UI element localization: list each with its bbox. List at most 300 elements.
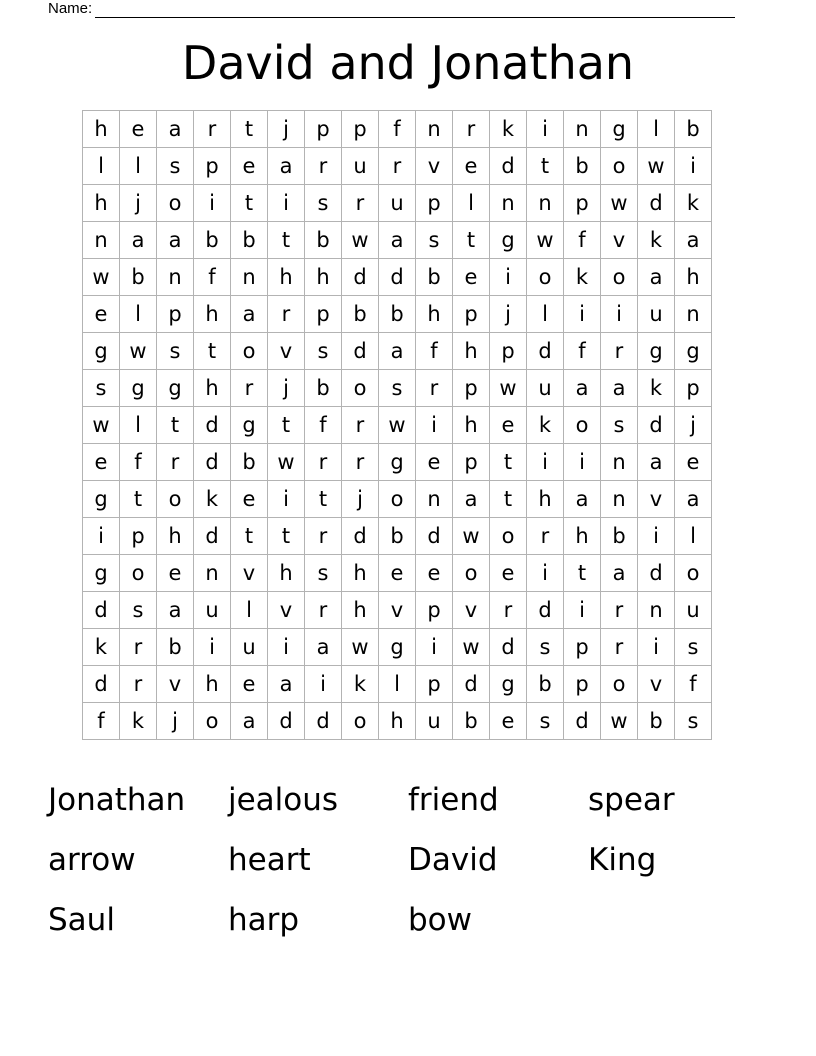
grid-cell[interactable]: d [342, 259, 379, 296]
grid-cell[interactable]: e [83, 296, 120, 333]
grid-cell[interactable]: w [83, 407, 120, 444]
grid-cell[interactable]: e [490, 407, 527, 444]
grid-cell[interactable]: i [527, 111, 564, 148]
grid-cell[interactable]: g [638, 333, 675, 370]
grid-cell[interactable]: h [527, 481, 564, 518]
grid-cell[interactable]: w [342, 629, 379, 666]
grid-cell[interactable]: k [83, 629, 120, 666]
grid-cell[interactable]: w [83, 259, 120, 296]
grid-row [83, 111, 712, 148]
grid-cell[interactable]: h [453, 333, 490, 370]
grid-cell[interactable]: w [453, 629, 490, 666]
grid-cell[interactable]: f [120, 444, 157, 481]
grid-cell[interactable]: k [527, 407, 564, 444]
grid-cell[interactable]: r [601, 629, 638, 666]
grid-cell[interactable]: p [490, 333, 527, 370]
grid-cell[interactable]: s [527, 703, 564, 740]
grid-cell[interactable]: a [675, 481, 712, 518]
grid-cell[interactable]: o [453, 555, 490, 592]
grid-cell[interactable]: a [601, 555, 638, 592]
grid-cell[interactable]: h [453, 407, 490, 444]
grid-cell[interactable]: a [268, 666, 305, 703]
grid-cell[interactable]: d [194, 518, 231, 555]
grid-row [83, 185, 712, 222]
grid-cell[interactable]: r [342, 444, 379, 481]
grid-cell[interactable]: h [342, 555, 379, 592]
grid-cell[interactable]: w [268, 444, 305, 481]
grid-cell[interactable]: p [305, 111, 342, 148]
grid-cell[interactable]: r [453, 111, 490, 148]
grid-cell[interactable]: r [305, 518, 342, 555]
grid-cell[interactable]: f [379, 111, 416, 148]
grid-cell[interactable]: a [157, 222, 194, 259]
grid-cell[interactable]: a [379, 333, 416, 370]
grid-cell[interactable]: h [675, 259, 712, 296]
grid-cell[interactable]: g [231, 407, 268, 444]
grid-cell[interactable]: a [305, 629, 342, 666]
grid-cell[interactable]: i [564, 444, 601, 481]
grid-cell[interactable]: e [231, 148, 268, 185]
grid-cell[interactable]: d [83, 592, 120, 629]
grid-cell[interactable]: o [601, 148, 638, 185]
grid-cell[interactable]: s [416, 222, 453, 259]
grid-cell[interactable]: h [157, 518, 194, 555]
grid-cell[interactable]: d [527, 592, 564, 629]
grid-cell[interactable]: n [416, 111, 453, 148]
grid-cell[interactable]: t [194, 333, 231, 370]
grid-cell[interactable]: o [490, 518, 527, 555]
grid-cell[interactable]: o [527, 259, 564, 296]
grid-cell[interactable]: g [83, 333, 120, 370]
grid-cell[interactable]: k [638, 222, 675, 259]
grid-cell[interactable]: i [490, 259, 527, 296]
grid-cell[interactable]: n [601, 481, 638, 518]
grid-cell[interactable]: t [564, 555, 601, 592]
grid-cell[interactable]: v [638, 481, 675, 518]
grid-cell[interactable]: g [490, 222, 527, 259]
grid-cell[interactable]: j [675, 407, 712, 444]
grid-cell[interactable]: g [120, 370, 157, 407]
grid-cell[interactable]: g [675, 333, 712, 370]
grid-cell[interactable]: h [268, 259, 305, 296]
grid-cell[interactable]: b [231, 444, 268, 481]
grid-cell[interactable]: d [342, 333, 379, 370]
grid-cell[interactable]: i [194, 185, 231, 222]
grid-cell[interactable]: r [305, 592, 342, 629]
grid-cell[interactable]: i [305, 666, 342, 703]
grid-cell[interactable]: a [379, 222, 416, 259]
grid-cell[interactable]: l [231, 592, 268, 629]
grid-cell[interactable]: h [194, 370, 231, 407]
grid-cell[interactable]: j [268, 111, 305, 148]
name-label: Name: [48, 0, 93, 17]
grid-cell[interactable]: w [490, 370, 527, 407]
grid-cell[interactable]: d [527, 333, 564, 370]
grid-cell[interactable]: w [342, 222, 379, 259]
grid-cell[interactable]: u [342, 148, 379, 185]
grid-cell[interactable]: p [416, 666, 453, 703]
grid-cell[interactable]: o [157, 481, 194, 518]
grid-cell[interactable]: d [342, 518, 379, 555]
grid-cell[interactable]: t [268, 222, 305, 259]
grid-cell[interactable]: d [379, 259, 416, 296]
grid-cell[interactable]: j [268, 370, 305, 407]
grid-cell[interactable]: v [268, 592, 305, 629]
grid-cell[interactable]: d [490, 148, 527, 185]
grid-cell[interactable]: h [305, 259, 342, 296]
grid-cell[interactable]: r [416, 370, 453, 407]
grid-cell[interactable]: i [564, 592, 601, 629]
grid-cell[interactable]: n [157, 259, 194, 296]
grid-cell[interactable]: r [305, 444, 342, 481]
grid-cell[interactable]: f [83, 703, 120, 740]
grid-cell[interactable]: s [601, 407, 638, 444]
grid-cell[interactable]: t [305, 481, 342, 518]
grid-cell[interactable]: a [453, 481, 490, 518]
grid-cell[interactable]: a [231, 703, 268, 740]
grid-cell[interactable]: r [490, 592, 527, 629]
grid-cell[interactable]: n [490, 185, 527, 222]
grid-cell[interactable]: f [305, 407, 342, 444]
grid-cell[interactable]: u [675, 592, 712, 629]
grid-cell[interactable]: i [638, 629, 675, 666]
grid-cell[interactable]: o [157, 185, 194, 222]
grid-cell[interactable]: v [601, 222, 638, 259]
grid-cell[interactable]: u [231, 629, 268, 666]
grid-cell[interactable]: a [601, 370, 638, 407]
grid-cell[interactable]: v [638, 666, 675, 703]
grid-cell[interactable]: p [342, 111, 379, 148]
grid-cell[interactable]: a [564, 370, 601, 407]
grid-cell[interactable]: r [194, 111, 231, 148]
grid-cell[interactable]: e [157, 555, 194, 592]
grid-cell[interactable]: p [194, 148, 231, 185]
grid-cell[interactable]: r [120, 629, 157, 666]
grid-cell[interactable]: g [83, 481, 120, 518]
grid-cell[interactable]: b [342, 296, 379, 333]
grid-cell[interactable]: d [638, 407, 675, 444]
grid-cell[interactable]: b [120, 259, 157, 296]
grid-cell[interactable]: r [231, 370, 268, 407]
grid-cell[interactable]: r [157, 444, 194, 481]
grid-cell[interactable]: i [83, 518, 120, 555]
grid-cell[interactable]: r [601, 592, 638, 629]
grid-cell[interactable]: s [157, 148, 194, 185]
grid-cell[interactable]: a [157, 111, 194, 148]
grid-cell[interactable]: g [379, 629, 416, 666]
grid-cell[interactable]: l [120, 296, 157, 333]
grid-cell[interactable]: u [379, 185, 416, 222]
grid-cell[interactable]: v [379, 592, 416, 629]
grid-cell[interactable]: o [601, 259, 638, 296]
grid-cell[interactable]: e [379, 555, 416, 592]
grid-cell[interactable]: i [527, 444, 564, 481]
grid-cell[interactable]: f [564, 222, 601, 259]
grid-cell[interactable]: s [157, 333, 194, 370]
grid-cell[interactable]: b [453, 703, 490, 740]
grid-cell[interactable]: j [490, 296, 527, 333]
grid-cell[interactable]: r [305, 148, 342, 185]
grid-cell[interactable]: l [83, 148, 120, 185]
grid-cell[interactable]: b [231, 222, 268, 259]
grid-cell[interactable]: h [194, 666, 231, 703]
grid-cell[interactable]: s [675, 703, 712, 740]
grid-cell[interactable]: o [675, 555, 712, 592]
grid-cell[interactable]: g [157, 370, 194, 407]
grid-cell[interactable]: g [601, 111, 638, 148]
grid-cell[interactable]: p [453, 370, 490, 407]
grid-cell[interactable]: w [638, 148, 675, 185]
grid-cell[interactable]: k [490, 111, 527, 148]
grid-cell[interactable]: s [675, 629, 712, 666]
grid-cell[interactable]: h [83, 111, 120, 148]
grid-cell[interactable]: v [453, 592, 490, 629]
grid-cell[interactable]: b [527, 666, 564, 703]
grid-cell[interactable]: d [638, 555, 675, 592]
grid-cell[interactable]: k [675, 185, 712, 222]
grid-cell[interactable]: a [638, 259, 675, 296]
grid-cell[interactable]: d [194, 444, 231, 481]
grid-row [83, 407, 712, 444]
grid-cell[interactable]: l [675, 518, 712, 555]
grid-cell[interactable]: p [305, 296, 342, 333]
grid-cell[interactable]: d [416, 518, 453, 555]
grid-cell[interactable]: k [638, 370, 675, 407]
grid-cell[interactable]: n [416, 481, 453, 518]
grid-cell[interactable]: o [120, 555, 157, 592]
grid-cell[interactable]: t [231, 518, 268, 555]
grid-cell[interactable]: e [490, 555, 527, 592]
grid-cell[interactable]: v [416, 148, 453, 185]
grid-cell[interactable]: i [268, 185, 305, 222]
grid-cell[interactable]: t [120, 481, 157, 518]
grid-cell[interactable]: n [231, 259, 268, 296]
grid-cell[interactable]: i [527, 555, 564, 592]
grid-cell[interactable]: l [120, 407, 157, 444]
grid-cell[interactable]: n [527, 185, 564, 222]
grid-cell[interactable]: d [490, 629, 527, 666]
grid-cell[interactable]: w [527, 222, 564, 259]
grid-cell[interactable]: u [416, 703, 453, 740]
grid-cell[interactable]: e [231, 481, 268, 518]
word-bank-item: Saul [48, 902, 115, 938]
grid-cell[interactable]: i [194, 629, 231, 666]
grid-cell[interactable]: f [416, 333, 453, 370]
grid-cell[interactable]: l [120, 148, 157, 185]
grid-cell[interactable]: w [120, 333, 157, 370]
grid-cell[interactable]: i [268, 481, 305, 518]
grid-cell[interactable]: e [231, 666, 268, 703]
grid-cell[interactable]: a [268, 148, 305, 185]
grid-cell[interactable]: d [194, 407, 231, 444]
grid-cell[interactable]: w [453, 518, 490, 555]
grid-cell[interactable]: l [638, 111, 675, 148]
grid-cell[interactable]: h [194, 296, 231, 333]
grid-cell[interactable]: p [416, 592, 453, 629]
grid-cell[interactable]: h [379, 703, 416, 740]
grid-cell[interactable]: k [120, 703, 157, 740]
grid-cell[interactable]: e [416, 444, 453, 481]
grid-cell[interactable]: b [638, 703, 675, 740]
grid-cell[interactable]: g [379, 444, 416, 481]
grid-row [83, 222, 712, 259]
grid-cell[interactable]: u [194, 592, 231, 629]
grid-cell[interactable]: s [305, 333, 342, 370]
grid-cell[interactable]: o [194, 703, 231, 740]
grid-cell[interactable]: e [675, 444, 712, 481]
grid-cell[interactable]: n [194, 555, 231, 592]
grid-cell[interactable]: s [379, 370, 416, 407]
page-title: David and Jonathan [181, 36, 635, 90]
grid-cell[interactable]: o [231, 333, 268, 370]
grid-cell[interactable]: s [305, 185, 342, 222]
grid-cell[interactable]: b [601, 518, 638, 555]
grid-cell[interactable]: f [675, 666, 712, 703]
grid-cell[interactable]: d [564, 703, 601, 740]
grid-cell[interactable]: i [416, 629, 453, 666]
grid-cell[interactable]: p [416, 185, 453, 222]
grid-cell[interactable]: v [231, 555, 268, 592]
grid-cell[interactable]: w [601, 703, 638, 740]
grid-cell[interactable]: b [194, 222, 231, 259]
grid-cell[interactable]: o [379, 481, 416, 518]
grid-cell[interactable]: e [453, 259, 490, 296]
grid-cell[interactable]: n [83, 222, 120, 259]
grid-cell[interactable]: e [83, 444, 120, 481]
grid-cell[interactable]: f [564, 333, 601, 370]
grid-cell[interactable]: a [120, 222, 157, 259]
grid-cell[interactable]: d [453, 666, 490, 703]
grid-cell[interactable]: t [490, 481, 527, 518]
grid-cell[interactable]: p [564, 666, 601, 703]
grid-cell[interactable]: i [675, 148, 712, 185]
grid-cell[interactable]: n [675, 296, 712, 333]
grid-cell[interactable]: a [157, 592, 194, 629]
grid-cell[interactable]: w [379, 407, 416, 444]
grid-cell[interactable]: l [453, 185, 490, 222]
grid-cell[interactable]: s [120, 592, 157, 629]
grid-cell[interactable]: b [675, 111, 712, 148]
grid-cell[interactable]: o [342, 370, 379, 407]
grid-cell[interactable]: v [157, 666, 194, 703]
grid-cell[interactable]: e [120, 111, 157, 148]
grid-cell[interactable]: p [120, 518, 157, 555]
grid-cell[interactable]: g [490, 666, 527, 703]
grid-cell[interactable]: t [157, 407, 194, 444]
grid-cell[interactable]: b [416, 259, 453, 296]
grid-cell[interactable]: a [638, 444, 675, 481]
grid-cell[interactable]: p [675, 370, 712, 407]
word-bank-item: jealous [228, 782, 339, 818]
grid-cell[interactable]: t [268, 407, 305, 444]
grid-cell[interactable]: d [268, 703, 305, 740]
grid-cell[interactable]: t [453, 222, 490, 259]
grid-cell[interactable]: s [527, 629, 564, 666]
grid-cell[interactable]: a [564, 481, 601, 518]
grid-cell[interactable]: s [83, 370, 120, 407]
grid-cell[interactable]: h [564, 518, 601, 555]
grid-cell[interactable]: t [231, 111, 268, 148]
grid-cell[interactable]: i [268, 629, 305, 666]
grid-cell[interactable]: k [564, 259, 601, 296]
grid-cell[interactable]: p [564, 185, 601, 222]
word-bank-item: King [588, 842, 657, 878]
grid-cell[interactable]: t [231, 185, 268, 222]
grid-cell[interactable]: a [675, 222, 712, 259]
grid-cell[interactable]: v [268, 333, 305, 370]
grid-cell[interactable]: p [453, 444, 490, 481]
grid-cell[interactable]: h [268, 555, 305, 592]
grid-cell[interactable]: s [305, 555, 342, 592]
grid-cell[interactable]: i [601, 296, 638, 333]
grid-cell[interactable]: r [601, 333, 638, 370]
grid-cell[interactable]: d [83, 666, 120, 703]
grid-cell[interactable]: t [527, 148, 564, 185]
grid-cell[interactable]: j [342, 481, 379, 518]
grid-cell[interactable]: n [638, 592, 675, 629]
grid-cell[interactable]: r [342, 185, 379, 222]
grid-cell[interactable]: b [305, 222, 342, 259]
grid-cell[interactable]: i [638, 518, 675, 555]
grid-cell[interactable]: e [416, 555, 453, 592]
grid-cell[interactable]: b [157, 629, 194, 666]
grid-cell[interactable]: t [490, 444, 527, 481]
grid-cell[interactable]: e [453, 148, 490, 185]
grid-cell[interactable]: b [379, 518, 416, 555]
grid-cell[interactable]: r [120, 666, 157, 703]
grid-cell[interactable]: i [416, 407, 453, 444]
grid-cell[interactable]: r [379, 148, 416, 185]
grid-cell[interactable]: n [564, 111, 601, 148]
grid-cell[interactable]: i [564, 296, 601, 333]
grid-cell[interactable]: k [342, 666, 379, 703]
grid-cell[interactable]: b [379, 296, 416, 333]
grid-cell[interactable]: w [601, 185, 638, 222]
name-underline[interactable] [95, 3, 735, 18]
grid-cell[interactable]: u [638, 296, 675, 333]
grid-cell[interactable]: r [527, 518, 564, 555]
grid-cell[interactable]: o [564, 407, 601, 444]
grid-row [83, 259, 712, 296]
grid-cell[interactable]: b [305, 370, 342, 407]
grid-cell[interactable]: o [342, 703, 379, 740]
grid-cell[interactable]: p [453, 296, 490, 333]
grid-cell[interactable]: h [416, 296, 453, 333]
grid-cell[interactable]: l [379, 666, 416, 703]
grid-cell[interactable]: h [83, 185, 120, 222]
grid-cell[interactable]: o [601, 666, 638, 703]
grid-cell[interactable]: d [638, 185, 675, 222]
grid-cell[interactable]: h [342, 592, 379, 629]
grid-cell[interactable]: t [268, 518, 305, 555]
grid-cell[interactable]: p [564, 629, 601, 666]
grid-cell[interactable]: g [83, 555, 120, 592]
grid-cell[interactable]: a [231, 296, 268, 333]
grid-cell[interactable]: j [120, 185, 157, 222]
grid-cell[interactable]: k [194, 481, 231, 518]
grid-cell[interactable]: b [564, 148, 601, 185]
grid-cell[interactable]: u [527, 370, 564, 407]
grid-cell[interactable]: f [194, 259, 231, 296]
grid-cell[interactable]: r [268, 296, 305, 333]
grid-cell[interactable]: n [601, 444, 638, 481]
grid-cell[interactable]: p [157, 296, 194, 333]
grid-cell[interactable]: l [527, 296, 564, 333]
grid-cell[interactable]: e [490, 703, 527, 740]
grid-cell[interactable]: r [342, 407, 379, 444]
grid-cell[interactable]: j [157, 703, 194, 740]
grid-cell[interactable]: d [305, 703, 342, 740]
